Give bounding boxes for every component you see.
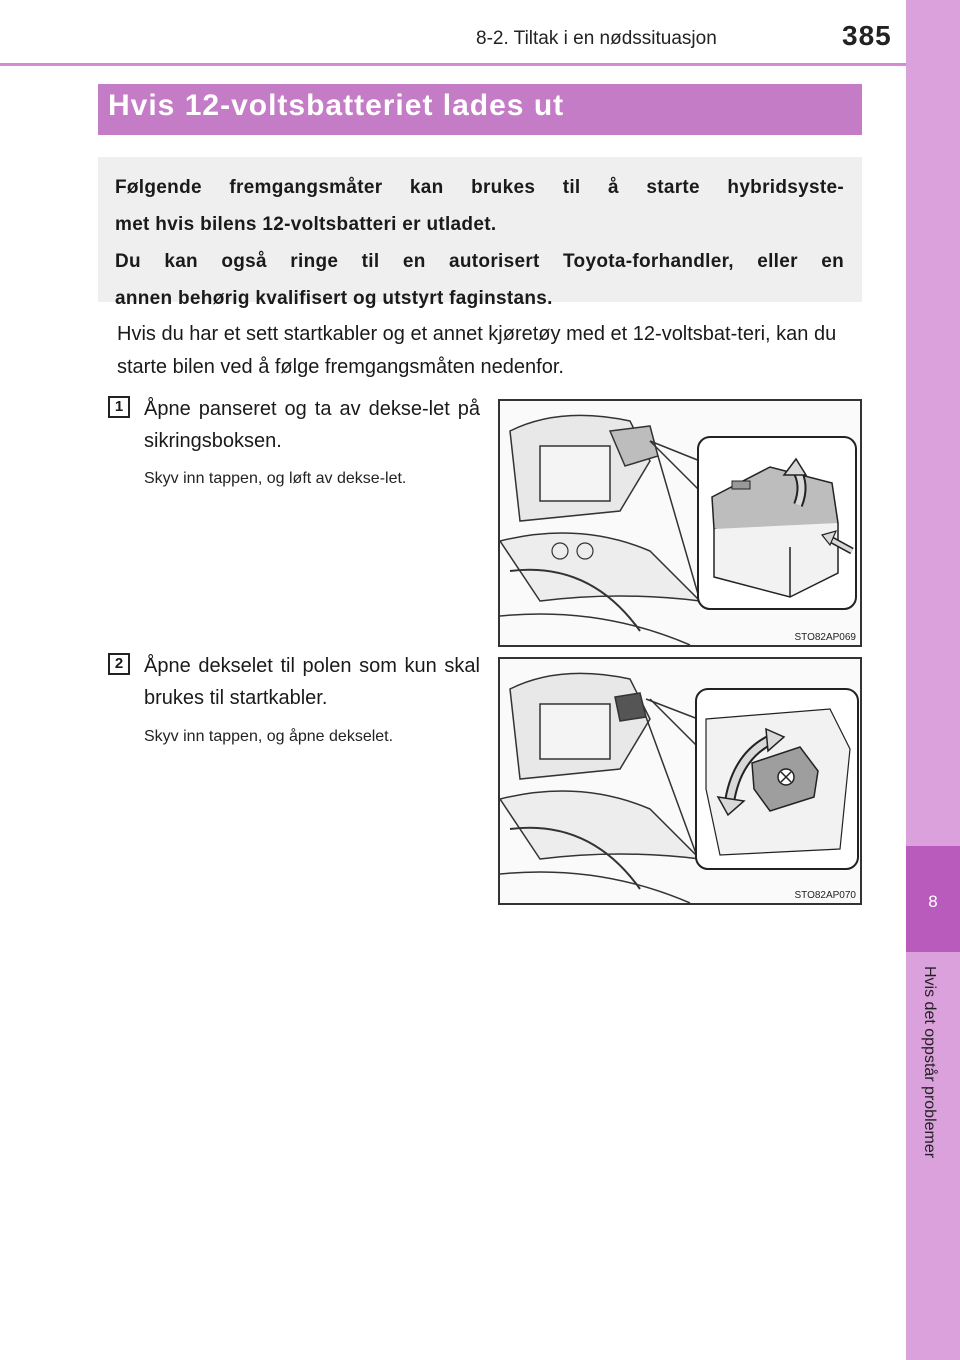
intro-line: annen behørig kvalifisert og utstyrt faginstans. — [115, 288, 553, 309]
fuse-box-cover-icon — [500, 401, 860, 645]
step-heading: Åpne dekselet til polen som kun skal brukes til startkabler. — [144, 655, 480, 709]
intro-box — [98, 157, 862, 309]
body-paragraph: Hvis du har et sett startkabler og et annet kjøretøy med et 12-voltsbat-teri, kan du starte bilen ved å følge fremgangsmåten nedenfor. — [117, 323, 837, 378]
figure-code: STO82AP070 — [794, 890, 856, 901]
step-note: Skyv inn tappen, og løft av dekse-let. — [144, 470, 407, 487]
intro-line: Følgende fremgangsmåter kan brukes til å starte hybridsyste- — [115, 177, 844, 198]
chapter-number: 8 — [928, 892, 938, 911]
figure-terminal-cover — [498, 657, 862, 905]
section-title: Hvis 12-voltsbatteriet lades ut — [108, 89, 565, 122]
intro-line: Du kan også ringe til en autorisert Toyota-forhandler, eller en — [115, 251, 844, 272]
chapter-title: Hvis det oppstår problemer — [921, 966, 938, 1159]
header-rule — [0, 63, 906, 66]
step-number-badge: 2 — [108, 653, 130, 675]
figure-fuse-box — [498, 399, 862, 647]
intro-line: met hvis bilens 12-voltsbatteri er utladet. — [115, 214, 497, 235]
figure-code: STO82AP069 — [794, 632, 856, 643]
step-heading: Åpne panseret og ta av dekse-let på sikringsboksen. — [144, 398, 480, 452]
terminal-cover-icon — [500, 659, 860, 903]
step-number-badge: 1 — [108, 396, 130, 418]
page-number: 385 — [842, 20, 892, 51]
section-title-bar — [98, 84, 862, 135]
step-note: Skyv inn tappen, og åpne dekselet. — [144, 728, 394, 745]
running-header-section: 8-2. Tiltak i en nødssituasjon — [476, 28, 717, 49]
